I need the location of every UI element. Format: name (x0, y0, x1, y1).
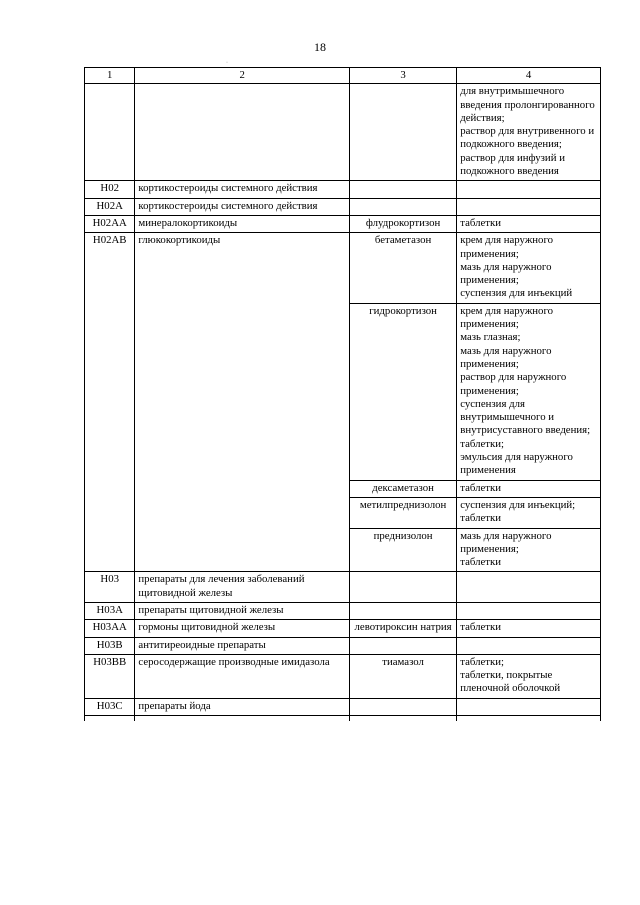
blank-cell (457, 716, 601, 722)
table-row (85, 233, 601, 303)
anatomical-group-cell: глюкокортикоиды (135, 233, 350, 572)
table-row (85, 198, 601, 215)
anatomical-group-cell: препараты для лечения заболеваний щитовидной железы (135, 572, 350, 603)
dosage-form-line: раствор для внутривенного и подкожного введения; (460, 125, 595, 151)
dosage-forms-cell (457, 198, 601, 215)
table-header-row (85, 68, 601, 84)
drug-name-cell: дексаметазон (349, 480, 456, 497)
dosage-form-line: таблетки (460, 216, 502, 229)
dosage-form-line: мазь глазная; (460, 331, 521, 344)
atc-code-cell: H02AA (85, 215, 135, 232)
dosage-forms-cell (457, 602, 601, 619)
dosage-forms-cell (457, 497, 601, 528)
dosage-forms-cell (457, 84, 601, 181)
header-col-2: 2 (135, 68, 350, 84)
dosage-forms-cell (457, 215, 601, 232)
dosage-form-line: мазь для наружного применения; (460, 260, 552, 287)
drug-name-cell (349, 602, 456, 619)
drug-name-cell: метилпреднизолон (349, 497, 456, 528)
drug-name-cell (349, 698, 456, 715)
dosage-forms-cell (457, 181, 601, 198)
atc-code-cell: H02 (85, 181, 135, 198)
dosage-form-line: таблетки (460, 481, 502, 494)
dosage-forms-cell (457, 303, 601, 480)
table-row (85, 654, 601, 698)
atc-code-cell: H03A (85, 602, 135, 619)
dosage-form-line: таблетки (460, 512, 502, 525)
dosage-forms-cell (457, 620, 601, 637)
anatomical-group-cell: кортикостероиды системного действия (135, 181, 350, 198)
atc-code-cell: H03B (85, 637, 135, 654)
dosage-form-line: таблетки; (460, 655, 505, 668)
dosage-form-line: крем для наружного применения; (460, 304, 554, 331)
header-col-1: 1 (85, 68, 135, 84)
table-row (85, 637, 601, 654)
table-row (85, 620, 601, 637)
blank-cell (135, 716, 350, 722)
blank-cell (85, 716, 135, 722)
drug-name-cell (349, 84, 456, 181)
table-row (85, 215, 601, 232)
table-row (85, 698, 601, 715)
dosage-forms-cell (457, 528, 601, 572)
dosage-form-line: крем для наружного применения; (460, 234, 554, 260)
dosage-forms-cell (457, 698, 601, 715)
table-row (85, 602, 601, 619)
drug-name-cell: гидрокортизон (349, 303, 456, 480)
drug-name-cell (349, 198, 456, 215)
dosage-forms-cell (457, 233, 601, 303)
dosage-form-line: мазь для наружного применения; (460, 529, 552, 555)
drug-name-cell: тиамазол (349, 654, 456, 698)
anatomical-group-cell: гормоны щитовидной железы (135, 620, 350, 637)
dosage-form-line: раствор для инфузий и подкожного введения (460, 151, 565, 178)
atc-code-cell: H02AB (85, 233, 135, 572)
blank-cell (349, 716, 456, 722)
dosage-form-line: таблетки (460, 556, 502, 569)
dosage-form-line: таблетки, покрытые пленочной оболочкой (460, 669, 561, 695)
dosage-form-line: суспензия для внутримышечного и внутрисуставного введения; (460, 397, 591, 437)
drug-name-cell (349, 637, 456, 654)
drug-name-cell: левотироксин натрия (349, 620, 456, 637)
drug-name-cell: преднизолон (349, 528, 456, 572)
header-col-4: 4 (457, 68, 601, 84)
anatomical-group-cell: кортикостероиды системного действия (135, 198, 350, 215)
table-bottom-strip (85, 716, 601, 722)
drug-name-cell: бетаметазон (349, 233, 456, 303)
dosage-forms-cell (457, 654, 601, 698)
dosage-form-line: для внутримышечного введения пролонгированного действия; (460, 85, 595, 124)
dosage-form-line: раствор для наружного применения; (460, 371, 567, 397)
table-row (85, 572, 601, 603)
drug-name-cell (349, 181, 456, 198)
dosage-forms-cell (457, 480, 601, 497)
anatomical-group-cell: антитиреоидные препараты (135, 637, 350, 654)
page-number: 18 (314, 40, 326, 54)
table-row (85, 181, 601, 198)
dosage-form-line: суспензия для инъекций (460, 287, 573, 300)
drug-name-cell: флудрокортизон (349, 215, 456, 232)
atc-code-cell: H03BB (85, 654, 135, 698)
dosage-forms-cell (457, 572, 601, 603)
anatomical-group-cell (135, 84, 350, 181)
header-col-3: 3 (349, 68, 456, 84)
atc-code-cell: H03AA (85, 620, 135, 637)
anatomical-group-cell: препараты щитовидной железы (135, 602, 350, 619)
atc-code-cell: H02A (85, 198, 135, 215)
dosage-form-line: эмульсия для наружного применения (460, 451, 573, 477)
dosage-form-line: мазь для наружного применения; (460, 344, 552, 370)
drug-table (84, 67, 601, 721)
dosage-form-line: таблетки (460, 621, 502, 634)
anatomical-group-cell: препараты йода (135, 698, 350, 715)
atc-code-cell (85, 84, 135, 181)
table-body (85, 68, 601, 722)
scan-speck: · (226, 60, 228, 66)
anatomical-group-cell: серосодержащие производные имидазола (135, 654, 350, 698)
dosage-form-line: таблетки; (460, 437, 505, 450)
dosage-form-line: суспензия для инъекций; (460, 498, 576, 511)
dosage-forms-cell (457, 637, 601, 654)
atc-code-cell: H03 (85, 572, 135, 603)
anatomical-group-cell: минералокортикоиды (135, 215, 350, 232)
atc-code-cell: H03C (85, 698, 135, 715)
table-row (85, 84, 601, 181)
drug-name-cell (349, 572, 456, 603)
